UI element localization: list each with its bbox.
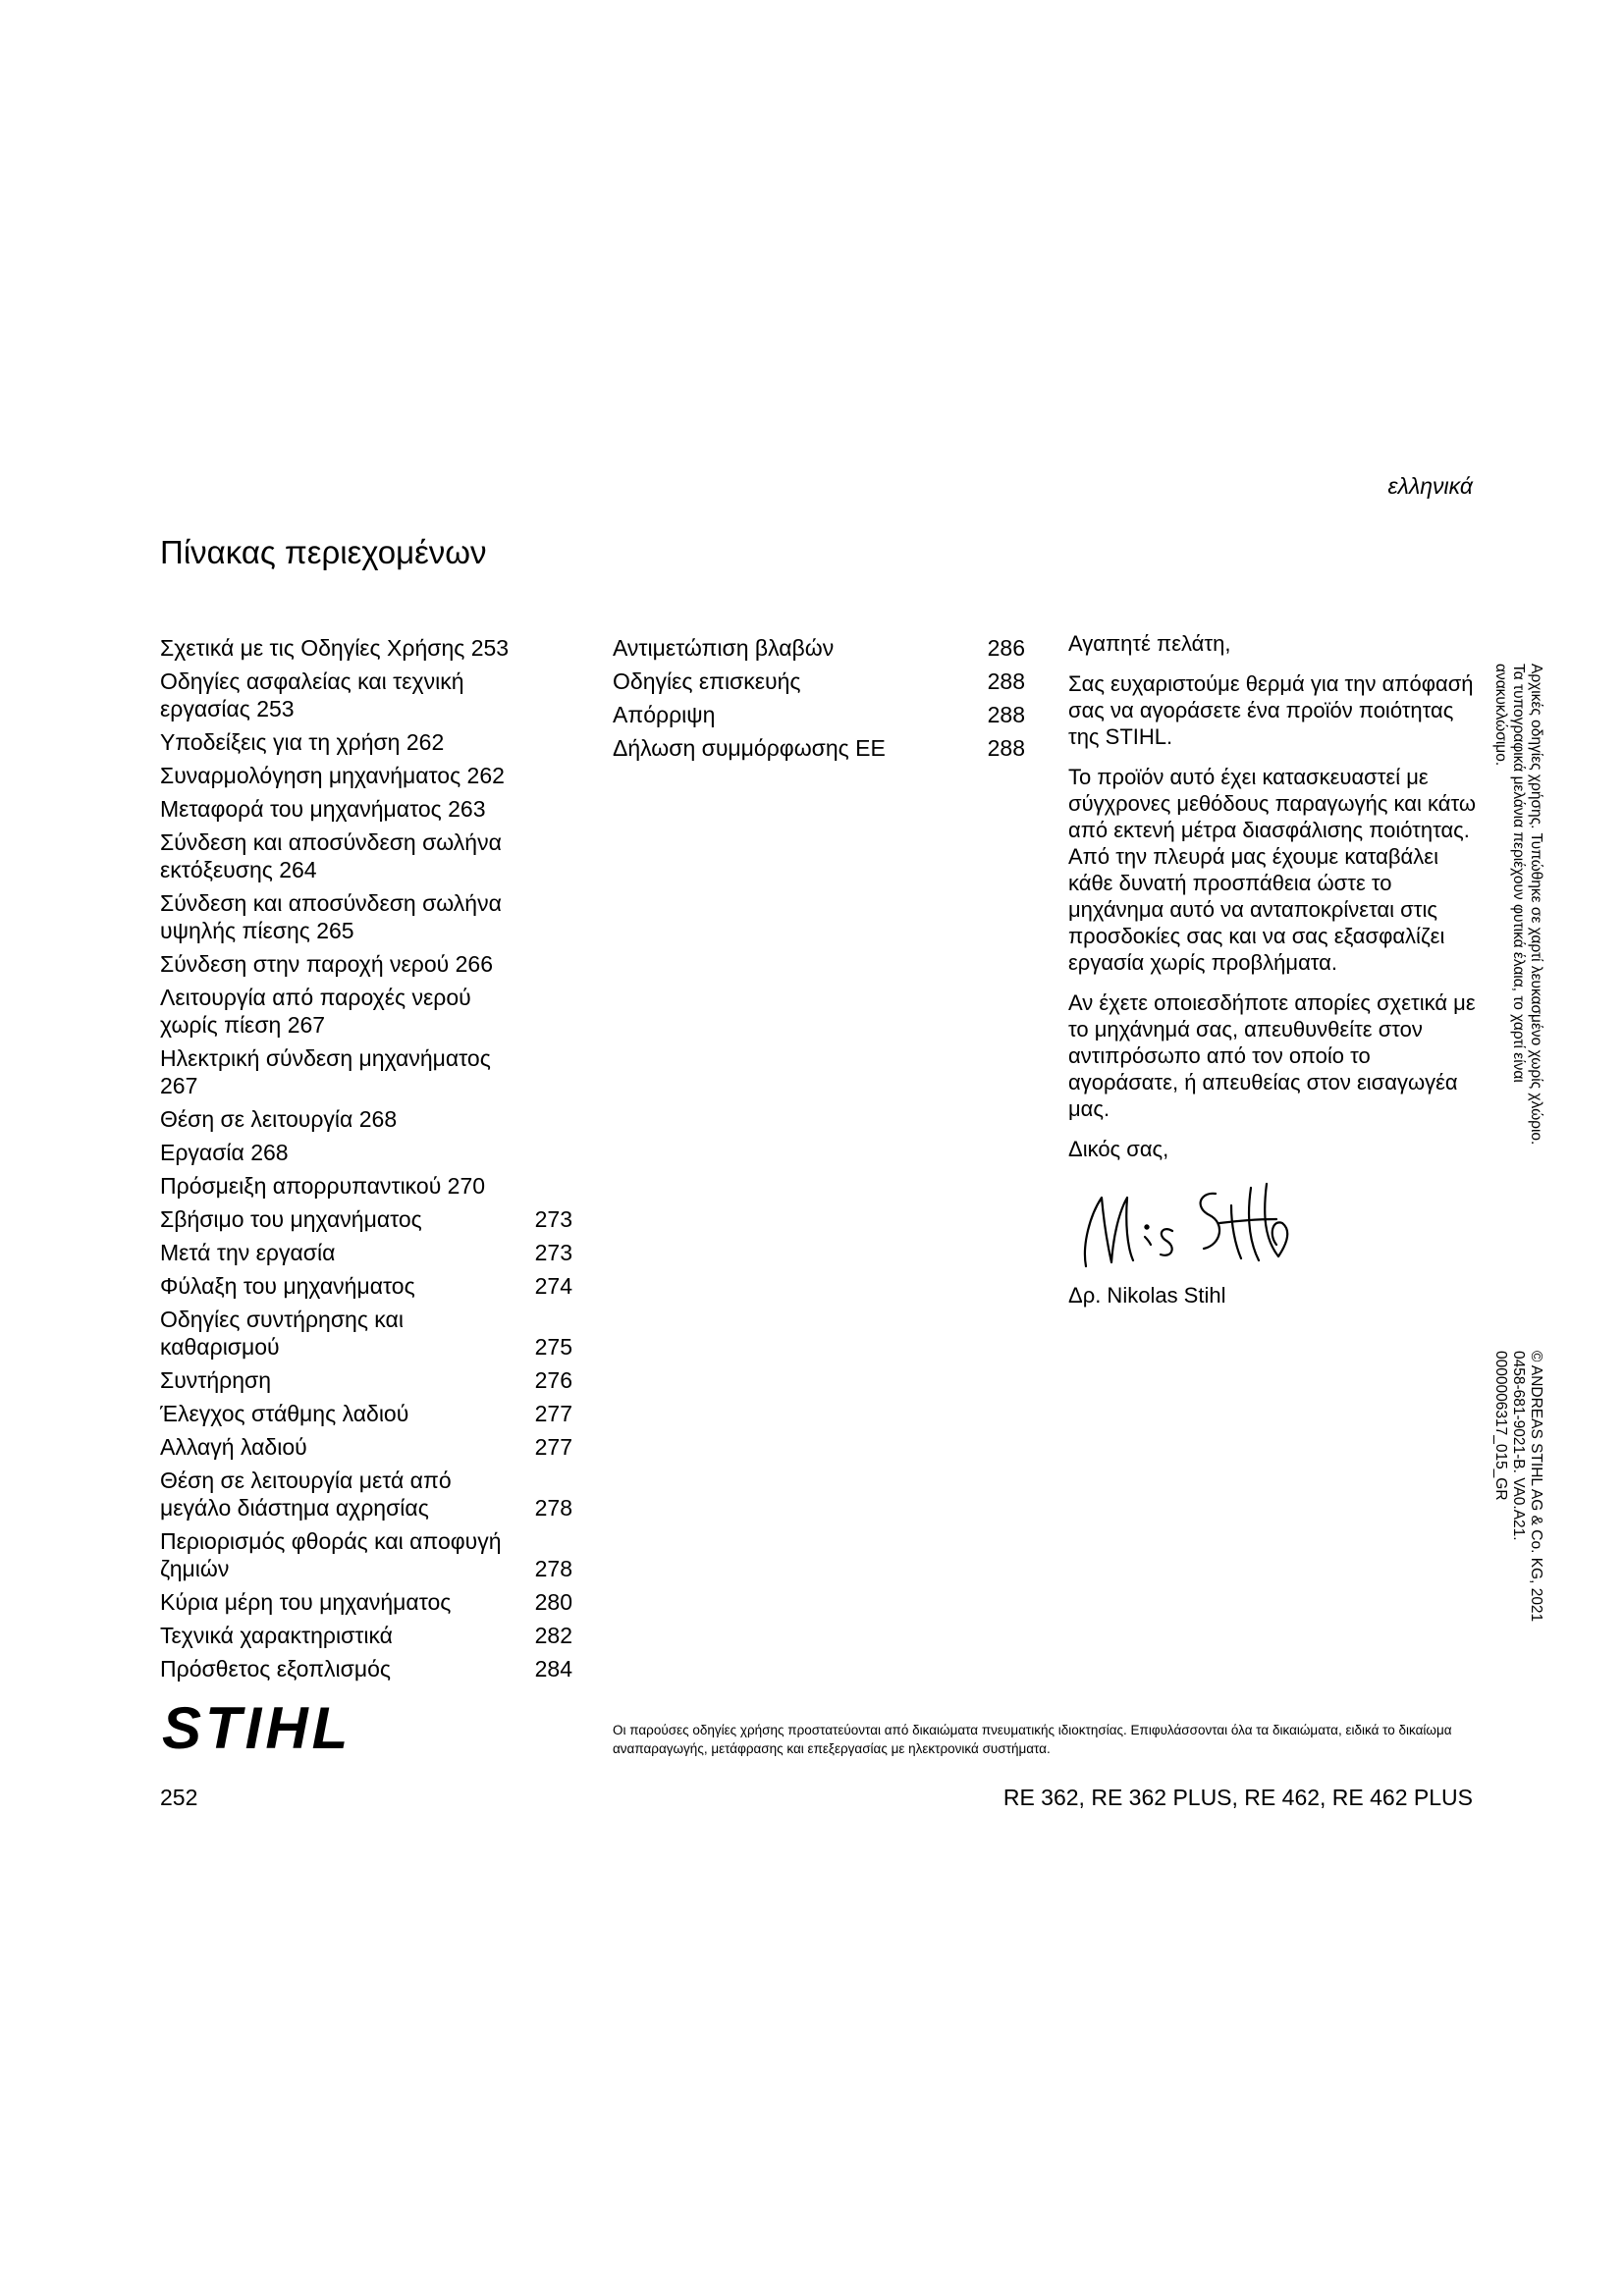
toc-entry-label: Σβήσιμο του μηχανήματος (160, 1206, 422, 1232)
toc-entry-page: 288 (987, 735, 1025, 761)
toc-entry (160, 1205, 572, 1233)
toc-entry-label: Μεταφορά του μηχανήματος 263 (160, 796, 486, 822)
copyright-notice: Οι παρούσες οδηγίες χρήσης προστατεύονται από δικαιώματα πνευματικής ιδιοκτησίας. Επιφυλάσσονται όλα τα δικαιώματα, ειδικά το δικαίωμα αναπαραγωγής, μετάφρασης και επεξεργασίας με ηλεκτρονικά συστήματα. (613, 1723, 1452, 1756)
print-note-line-1: Αρχικές οδηγίες χρήσης. Τυπώθηκε σε χαρτί λευκασμένο χωρίς χλώριο. (1528, 664, 1544, 1146)
toc-entry (160, 1400, 572, 1427)
toc-entry-label: Πρόσθετος εξοπλισμός (160, 1656, 391, 1682)
toc-entry (160, 1239, 572, 1266)
stihl-logo-text: STIHL (162, 1699, 352, 1758)
toc-entry (160, 1105, 572, 1133)
toc-entry-label: Δήλωση συμμόρφωσης ΕΕ (613, 735, 886, 761)
toc-entry (160, 728, 572, 756)
toc-entry-label: Πρόσμειξη απορρυπαντικού 270 (160, 1173, 486, 1199)
toc-entry-label: Εργασία 268 (160, 1140, 289, 1165)
toc-entry (160, 1366, 572, 1394)
toc-entry-page: 275 (534, 1334, 572, 1360)
side-copyright-line: © ANDREAS STIHL AG & Co. KG, 2021 (1528, 1351, 1544, 1623)
toc-entry-label: Σύνδεση και αποσύνδεση σωλήνα εκτόξευσης 264 (160, 829, 502, 882)
toc-entry-label: Λειτουργία από παροχές νερού χωρίς πίεση 267 (160, 985, 471, 1038)
toc-entry-label: Υποδείξεις για τη χρήση 262 (160, 729, 445, 755)
toc-entry (160, 762, 572, 789)
toc-entry (160, 984, 572, 1039)
toc-entry (613, 667, 1025, 695)
toc-entry-page: 277 (534, 1434, 572, 1460)
toc-entry-label: Αντιμετώπιση βλαβών (613, 635, 835, 661)
toc-entry-page: 274 (534, 1273, 572, 1299)
toc-entry (613, 634, 1025, 662)
toc-entry-page: 278 (534, 1495, 572, 1521)
toc-entry (160, 1655, 572, 1682)
page-language-label: ελληνικά (1387, 473, 1473, 499)
toc-entry (613, 734, 1025, 762)
toc-entry-label: Κύρια μέρη του μηχανήματος (160, 1589, 452, 1615)
print-note-line-3: ανακυκλώσιμο. (1492, 664, 1509, 767)
toc-entry-label: Τεχνικά χαρακτηριστικά (160, 1623, 393, 1648)
side-notes (1466, 664, 1544, 1655)
toc-entry (160, 889, 572, 944)
toc-entry-page: 286 (987, 635, 1025, 661)
toc-entry-page: 276 (534, 1367, 572, 1393)
toc-entry-page: 284 (534, 1656, 572, 1682)
toc-entry-label: Σύνδεση και αποσύνδεση σωλήνα υψηλής πίεσης 265 (160, 890, 502, 943)
toc-entry (160, 1433, 572, 1461)
letter-paragraph-2: Το προϊόν αυτό έχει κατασκευαστεί με σύγχρονες μεθόδους παραγωγής και κάτω από εκτενή μέτρα διασφάλισης ποιότητας. Από την πλευρά μας έχουμε καταβάλει κάθε δυνατή προσπάθεια ώστε το μηχάνημα αυτό να ανταποκρίνεται στις προσδοκίες σας και να σας εξασφαλίζει εργασία χωρίς προβλήματα. (1068, 765, 1477, 975)
toc-entry (160, 667, 572, 722)
letter-greeting: Αγαπητέ πελάτη, (1068, 631, 1231, 656)
toc-entry-label: Μετά την εργασία (160, 1240, 336, 1265)
toc-entry-label: Συντήρηση (160, 1367, 272, 1393)
toc-entry-page: 280 (534, 1589, 572, 1615)
letter-paragraph-3: Αν έχετε οποιεσδήποτε απορίες σχετικά με το μηχάνημά σας, απευθυνθείτε στον αντιπρόσωπο από τον οποίο το αγοράσατε, ή απευθείας στον εισαγωγέα μας. (1068, 990, 1476, 1121)
toc-entry (160, 1272, 572, 1300)
print-notes (1491, 664, 1544, 1213)
toc-entry (160, 1588, 572, 1616)
toc-entry-label: Θέση σε λειτουργία 268 (160, 1106, 398, 1132)
toc-entry-label: Θέση σε λειτουργία μετά από μεγάλο διάστημα αχρησίας (160, 1468, 452, 1521)
toc-entry-page: 277 (534, 1401, 572, 1426)
toc-title: Πίνακας περιεχομένων (160, 534, 487, 570)
toc-entry-label: Απόρριψη (613, 702, 716, 727)
toc-entry-page: 273 (534, 1206, 572, 1232)
toc-entry (160, 1044, 572, 1099)
document-id-line: 0000006317_015_GR (1492, 1351, 1509, 1501)
toc-entry (160, 1172, 572, 1200)
stihl-logo (160, 1699, 386, 1758)
print-note-line-2: Τα τυπογραφικά μελάνια περιέχουν φυτικά έλαια, το χαρτί είναι (1510, 664, 1527, 1083)
toc-entry-label: Συναρμολόγηση μηχανήματος 262 (160, 763, 505, 788)
toc-column-2 (613, 634, 1025, 768)
toc-entry (160, 795, 572, 823)
toc-entry-page: 288 (987, 702, 1025, 727)
toc-entry-label: Σύνδεση στην παροχή νερού 266 (160, 951, 494, 977)
toc-entry (160, 1527, 572, 1582)
model-list: RE 362, RE 362 PLUS, RE 462, RE 462 PLUS (1002, 1785, 1473, 1810)
toc-entry-label: Αλλαγή λαδιού (160, 1434, 307, 1460)
toc-entry-label: Οδηγίες επισκευής (613, 668, 801, 694)
toc-entry-label: Ηλεκτρική σύνδεση μηχανήματος 267 (160, 1045, 491, 1098)
copyright-code-block (1491, 1351, 1544, 1645)
toc-entry-label: Οδηγίες ασφαλείας και τεχνική εργασίας 253 (160, 668, 464, 721)
toc-entry-page: 278 (534, 1556, 572, 1581)
toc-entry-page: 273 (534, 1240, 572, 1265)
toc-entry-label: Περιορισμός φθοράς και αποφυγή ζημιών (160, 1528, 502, 1581)
toc-entry (160, 634, 572, 662)
toc-entry-page: 288 (987, 668, 1025, 694)
toc-column-1 (160, 634, 572, 1688)
toc-entry-label: Σχετικά με τις Οδηγίες Χρήσης 253 (160, 635, 510, 661)
toc-entry (160, 1467, 572, 1522)
letter-column (1068, 630, 1486, 1322)
toc-entry-label: Φύλαξη του μηχανήματος (160, 1273, 415, 1299)
toc-entry (160, 828, 572, 883)
letter-closing: Δικός σας, (1068, 1137, 1169, 1161)
signature-name: Δρ. Nikolas Stihl (1068, 1283, 1226, 1308)
toc-entry (160, 950, 572, 978)
toc-entry (613, 701, 1025, 728)
toc-entry (160, 1306, 572, 1361)
document-code-line: 0458-681-9021-B. VA0.A21. (1510, 1351, 1527, 1541)
toc-entry (160, 1139, 572, 1166)
toc-entry-label: Οδηγίες συντήρησης και καθαρισμού (160, 1307, 404, 1360)
toc-entry-label: Έλεγχος στάθμης λαδιού (160, 1401, 409, 1426)
letter-paragraph-1: Σας ευχαριστούμε θερμά για την απόφασή σας να αγοράσετε ένα προϊόν ποιότητας της STIHL. (1068, 671, 1474, 749)
page-number: 252 (160, 1785, 198, 1810)
toc-entry (160, 1622, 572, 1649)
signature-image (1068, 1176, 1304, 1274)
toc-entry-page: 282 (534, 1623, 572, 1648)
